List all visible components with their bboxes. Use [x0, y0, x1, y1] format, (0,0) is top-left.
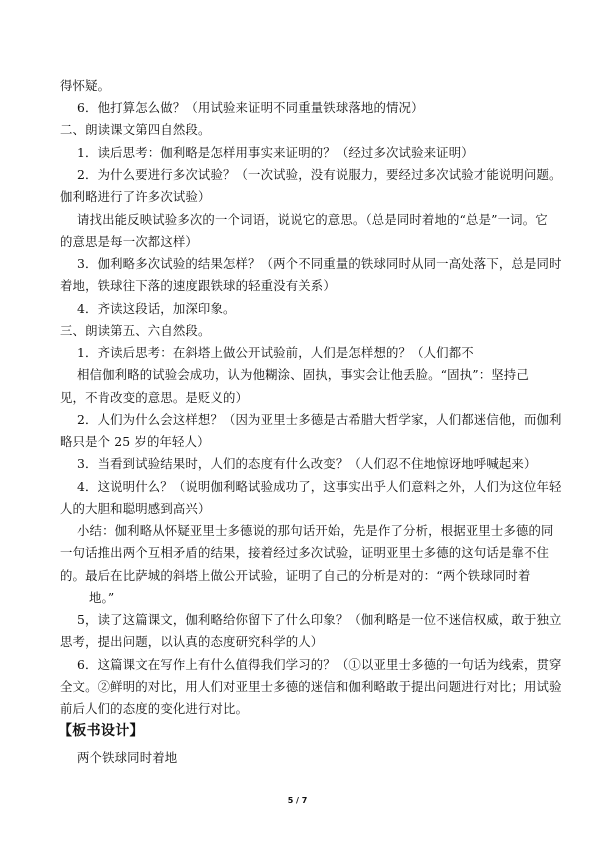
- text-line: 见，不肯改变的意思。是贬义的）: [60, 390, 249, 405]
- text-line: 的意思是每一次都这样）: [60, 234, 198, 249]
- text-line: 4．齐读这段话，加深印象。: [77, 301, 236, 316]
- text-line: 请找出能反映试验多次的一个词语，说说它的意思。（总是同时着地的“总是”一词。它: [77, 212, 548, 227]
- text-line: 的。最后在比萨城的斜塔上做公开试验，证明了自己的分析是对的：“两个铁球同时着: [60, 568, 531, 583]
- text-line: 地。”: [89, 590, 115, 605]
- board-design-line: 两个铁球同时着地: [77, 750, 178, 765]
- section-title: 三、朗读第五、六自然段。: [60, 323, 211, 338]
- text-line: 2．为什么要进行多次试验？（一次试验，没有说服力，要经过多次试验才能说明问题。: [77, 167, 562, 182]
- text-line: 相信伽利略的试验会成功，认为他糊涂、固执，事实会让他丢脸。“固执”：坚持己: [77, 367, 529, 382]
- section-title: 二、朗读课文第四自然段。: [60, 122, 211, 137]
- text-line: 思考，提出问题，以认真的态度研究科学的人）: [60, 634, 324, 649]
- section-heading: 【板书设计】: [58, 723, 144, 739]
- text-line: 得怀疑。: [60, 78, 111, 93]
- text-line: 一句话推出两个互相矛盾的结果，接着经过多次试验，证明亚里士多德的这句话是靠不住: [60, 545, 550, 560]
- text-line: 人的大胆和聪明感到高兴）: [60, 501, 211, 516]
- text-line: 4．这说明什么？（说明伽利略试验成功了，这事实出乎人们意料之外，人们为这位年轻: [77, 479, 562, 494]
- text-line: 全文。②鲜明的对比，用人们对亚里士多德的迷信和伽利略敢于提出问题进行对比；用试验: [60, 679, 562, 694]
- text-line: 1．读后思考：伽利略是怎样用事实来证明的？（经过多次试验来证明）: [77, 145, 474, 160]
- text-line: 伽利略进行了许多次试验）: [60, 189, 211, 204]
- text-line: 6．他打算怎么做？（用试验来证明不同重量铁球落地的情况）: [77, 100, 424, 115]
- text-line: 前后人们的态度的变化进行对比。: [60, 701, 249, 716]
- text-line: 6．这篇课文在写作上有什么值得我们学习的？（①以亚里士多德的一句话为线索，贯穿: [77, 657, 562, 672]
- text-line: 5，读了这篇课文，伽利略给你留下了什么印象？（伽利略是一位不迷信权威，敢于独立: [77, 612, 562, 627]
- text-line: 3．伽利略多次试验的结果怎样？（两个不同重量的铁球同时从同一高处落下，总是同时: [77, 256, 562, 271]
- text-line: 1．齐读后思考：在斜塔上做公开试验前，人们是怎样想的？（人们都不: [77, 345, 474, 360]
- text-line: 小结：伽利略从怀疑亚里士多德说的那句话开始，先是作了分析，根据亚里士多德的同: [77, 523, 554, 538]
- text-line: 略只是个 25 岁的年轻人）: [60, 434, 210, 449]
- text-line: 着地，铁球往下落的速度跟铁球的轻重没有关系）: [60, 278, 336, 293]
- page-number: 5 / 7: [287, 796, 308, 805]
- text-line: 3．当看到试验结果时，人们的态度有什么改变？（人们忍不住地惊讶地呼喊起来）: [77, 456, 537, 471]
- text-line: 2．人们为什么会这样想？（因为亚里士多德是古希腊大哲学家，人们都迷信他，而伽利: [77, 412, 562, 427]
